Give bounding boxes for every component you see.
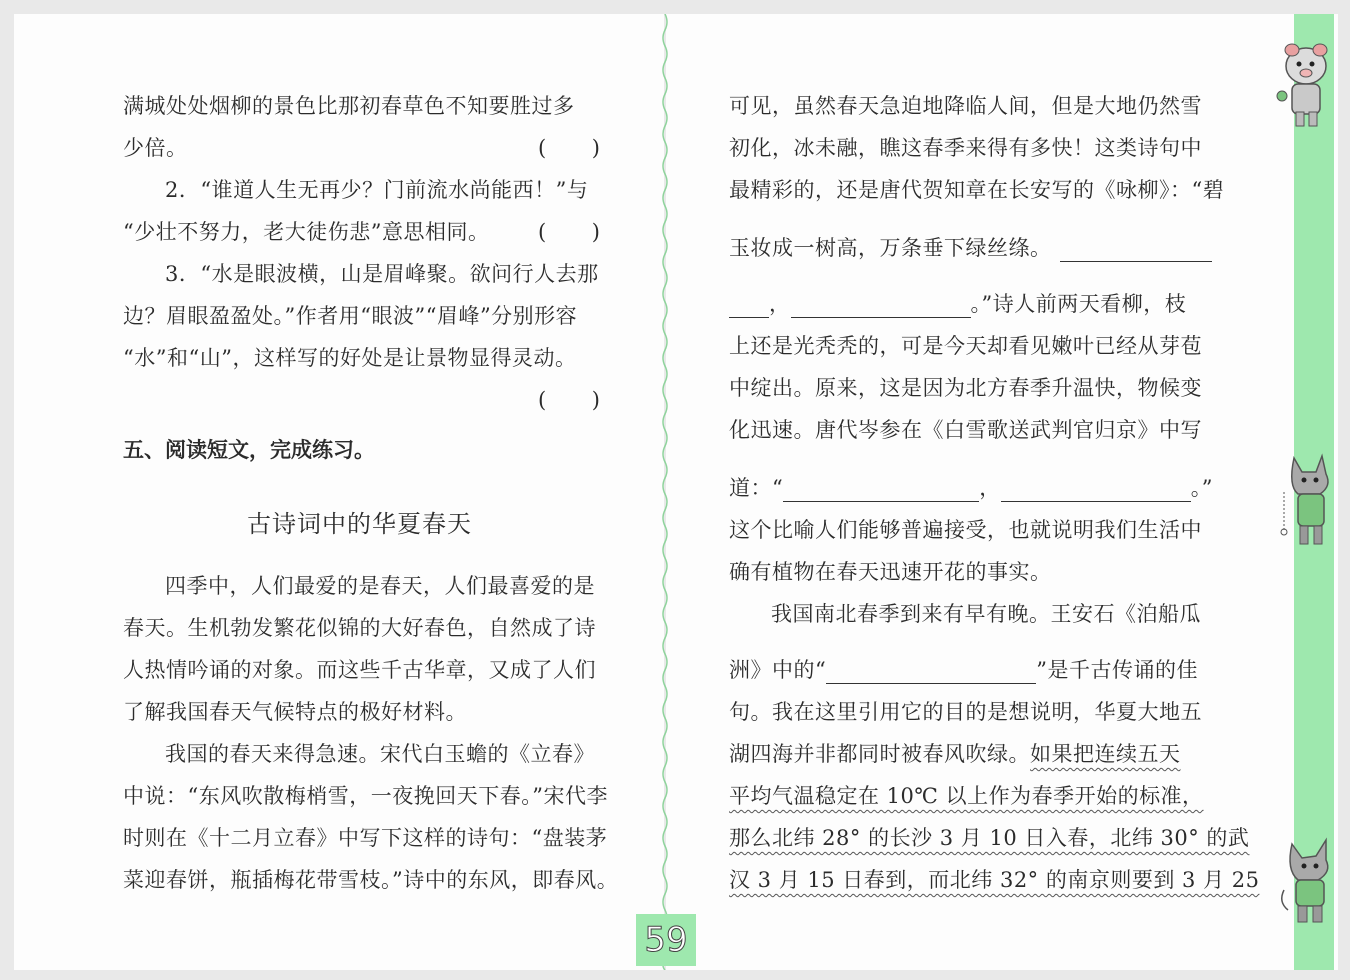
text-line: 四季中，人们最爱的是春天，人们最喜爱的是 (165, 574, 595, 598)
text-line (729, 234, 1211, 262)
answer-parentheses[interactable] (538, 386, 600, 414)
page-number: 59 (636, 914, 696, 966)
text-line (729, 740, 1211, 768)
text-line: 中说：“东风吹散梅梢雪，一夜挽回天下春。”宋代李 (123, 784, 608, 808)
fill-blank[interactable] (783, 479, 979, 502)
answer-parentheses[interactable] (538, 218, 600, 246)
cartoon-wolf-icon (1276, 448, 1338, 552)
text-line: 初化，冰未融，瞧这春季来得有多快！这类诗句中 (729, 136, 1202, 160)
text-segment: 道：“ (729, 476, 784, 500)
paren-open: ( (538, 220, 547, 244)
text-line: 满城处处烟柳的景色比那初春草色不知要胜过多 (123, 94, 575, 118)
text-line: 这个比喻人们能够普遍接受，也就说明我们生活中 (729, 518, 1202, 542)
answer-parentheses[interactable] (538, 134, 600, 162)
text-line: 化迅速。唐代岑参在《白雪歌送武判官归京》中写 (729, 418, 1202, 442)
text-line: “水”和“山”，这样写的好处是让景物显得灵动。 (123, 346, 577, 370)
spine-decoration (660, 14, 670, 970)
text-line: “少壮不努力，老大徒伤悲”意思相同。 (123, 220, 490, 244)
wavy-underlined-text: 如果把连续五天 (1030, 742, 1181, 766)
text-line: 少倍。 (123, 136, 188, 160)
text-segment: 洲》中的“ (729, 658, 827, 682)
text-line (729, 656, 1211, 684)
text-segment: 。” (1190, 476, 1213, 500)
text-line: 句。我在这里引用它的目的是想说明，华夏大地五 (729, 700, 1202, 724)
paren-close: ) (591, 220, 600, 244)
fill-blank[interactable] (1001, 479, 1191, 502)
wavy-underlined-text: 平均气温稳定在 10℃ 以上作为春季开始的标准， (729, 784, 1204, 808)
text-segment: ”是千古传诵的佳 (1036, 658, 1198, 682)
cartoon-fox-icon (1276, 830, 1338, 928)
text-line: 边？眉眼盈盈处。”作者用“眼波”“眉峰”分别形容 (123, 304, 578, 328)
text-segment: 玉妆成一树高，万条垂下绿丝绦。 (729, 236, 1052, 260)
text-line: 上还是光秃秃的，可是今天却看见嫩叶已经从芽苞 (729, 334, 1202, 358)
text-line: 人热情吟诵的对象。而这些千古华章，又成了人们 (123, 658, 596, 682)
text-line: 确有植物在春天迅速开花的事实。 (729, 560, 1052, 584)
text-line: 最精彩的，还是唐代贺知章在长安写的《咏柳》：“碧 (729, 178, 1225, 202)
text-line: 菜迎春饼，瓶插梅花带雪枝。”诗中的东风，即春风。 (123, 868, 619, 892)
paren-close: ) (591, 136, 600, 160)
text-line (729, 474, 1211, 502)
paren-close: ) (591, 388, 600, 412)
fill-blank[interactable] (826, 661, 1036, 684)
fill-blank[interactable] (791, 295, 971, 318)
article-title: 古诗词中的华夏春天 (247, 510, 472, 538)
fill-blank[interactable] (729, 295, 769, 318)
wavy-underlined-text: 那么北纬 28° 的长沙 3 月 10 日入春，北纬 30° 的武 (729, 826, 1250, 850)
text-line: 中绽出。原来，这是因为北方春季升温快，物候变 (729, 376, 1202, 400)
text-line: 我国的春天来得急速。宋代白玉蟾的《立春》 (165, 742, 595, 766)
text-line: 了解我国春天气候特点的极好材料。 (123, 700, 467, 724)
paren-open: ( (538, 136, 547, 160)
cartoon-pig-icon (1272, 38, 1338, 130)
text-line: 可见，虽然春天急迫地降临人间，但是大地仍然雪 (729, 94, 1202, 118)
text-line: 我国南北春季到来有早有晚。王安石《泊船瓜 (771, 602, 1201, 626)
text-segment: ， (979, 476, 1001, 500)
text-line: 春天。生机勃发繁花似锦的大好春色，自然成了诗 (123, 616, 596, 640)
section-heading: 五、阅读短文，完成练习。 (123, 438, 375, 462)
text-line (729, 290, 1211, 318)
text-segment: ， (769, 292, 791, 316)
text-line: 2．“谁道人生无再少？门前流水尚能西！”与 (165, 178, 589, 202)
text-segment: 湖四海并非都同时被春风吹绿。 (729, 742, 1030, 766)
text-line: 时则在《十二月立春》中写下这样的诗句：“盘装茅 (123, 826, 608, 850)
text-line: 3．“水是眼波横，山是眉峰聚。欲问行人去那 (165, 262, 599, 286)
wavy-underlined-text: 汉 3 月 15 日春到，而北纬 32° 的南京则要到 3 月 25 (729, 868, 1260, 892)
paren-open: ( (538, 388, 547, 412)
text-segment: 。”诗人前两天看柳，枝 (970, 292, 1187, 316)
fill-blank[interactable] (1060, 239, 1212, 262)
